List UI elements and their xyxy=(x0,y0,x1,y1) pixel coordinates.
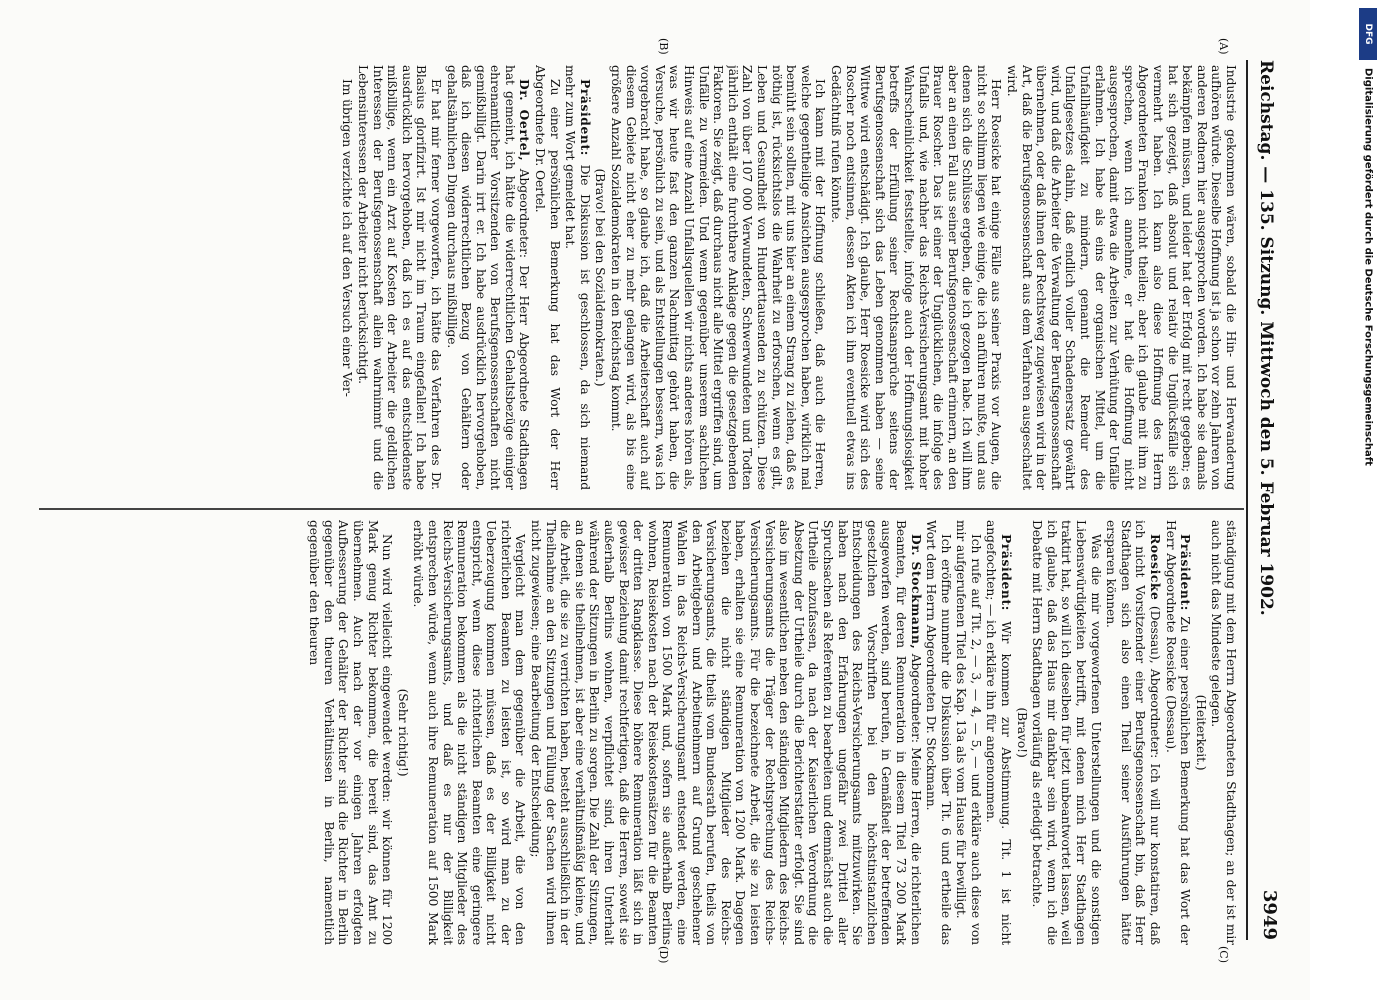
paragraph: Ich rufe auf Tit. 2, — 3, — 4, — 5, — und erkläre auch diese von mir aufgerufenen Titel des Kap. 13a als vom Hause für bewilligt. xyxy=(954,520,983,945)
dfg-logo-text: DFG xyxy=(1363,23,1373,45)
header-rule xyxy=(1246,60,1248,940)
paragraph: Industrie gekommen wären, sobald die Hin- und Herwanderung aufhören würde. Dieselbe Hoffnung ist ja schon vor zehn Jahren von anderen Rednern hier ausgesprochen worden. Ich habe sie damals bekämpfen müssen, und leider hat der Erfolg mit recht gegeben; es hat sich gezeigt, daß absolut und relativ die Unglücksfälle sich vermehrt haben. Ich kann also diese Hoffnung des Herrn Abgeordneten Franken nicht theilen; aber ich glaube mit ihm zu sprechen, wenn ich annehme, er hat die Hoffnung nicht ausgesprochen, damit etwa die Arbeiten zur Verhütung der Unfälle erlahmen. Ich habe als eins der organischen Mittel, um die Unfallhäufigkeit zu mindern, genannt die Remedur des Unfallgesetzes dahin, daß endlich voller Schadenersatz gewährt wird, und daß die Arbeiter die Verwaltung der Berufsgenossenschaft übernehmen, oder daß ihnen der Rechtsweg zugewiesen wird in der Art, daß die Berufsgenossenschaft aus dem Verfahren ausgeschaltet wird. xyxy=(1005,65,1238,490)
paragraph: Nun wird vielleicht eingewendet werden: wir können für 1200 Mark genug Richter bekommen, die bereit sind, das Amt zu übernehmen. Auch nach der vor einigen Jahren erfolgten Aufbesserung der Gehälter der Richter sind die Richter in Berlin gegenüber den theuren Verhältnissen in Berlin, namentlich gegenüber den theuren xyxy=(307,520,395,945)
speaker-name: Roesicke xyxy=(1148,534,1164,601)
dfg-sidebar xyxy=(1359,8,1377,998)
paragraph: Er hat mir ferner vorgeworfen, ich hätte das Verfahren des Dr. Blasius glorifizirt. Ist mir nicht im Traum eingefallen! Ich habe ausdrücklich hervorgehoben, daß ich es auf das entschiedenste mißbillige, wenn ein Arzt auf Kosten der Arbeiter die geldlichen Interessen der Berufsgenossenschaft allein wahrnimmt und die Lebensinteressen der Arbeiter nicht berücksichtigt. xyxy=(355,65,443,490)
left-text-column xyxy=(38,65,1238,490)
speaker-name: Dr. Oertel, xyxy=(517,79,533,162)
paragraph: Was die mir vorgeworfenen Unterstellungen und die sonstigen Liebenswürdigkeiten betrifft, mit denen mich Herr Stadthagen traktirt hat, so will ich dieselben für jetzt unbeantwortet lassen, weil ich glaube, daß das Haus mir dankbar sein wird, wenn ich die Debatte mit Herrn Stadthagen vorläufig als erledigt betrachte. xyxy=(1030,520,1103,945)
paragraph: (Bravo!) xyxy=(1014,707,1029,758)
margin-marker-c: (C) xyxy=(1217,946,1230,963)
paragraph: Roesicke (Dessau), Abgeordneter: Ich will nur konstatiren, daß ich nicht Vorsitzender einer Berufsgenossenschaft bin, daß Herr Stadthagen sich also einen Theil seiner Ausführungen hätte ersparen können. xyxy=(1104,520,1164,945)
paragraph: Zu einer persönlichen Bemerkung hat das Wort der Herr Abgeordnete Dr. Oertel. xyxy=(533,65,562,490)
running-head: Reichstag. — 135. Sitzung. Mittwoch den 5. Februar 1902. xyxy=(1256,60,1276,616)
paragraph: Ich kann mit der Hoffnung schließen, daß auch die Herren, welche gegentheilige Ansichten ausgesprochen haben, wirklich mal bemüht sein sollten, mit uns hier an einem Strang zu ziehen, daß es nöthig ist, rücksichtslos die Wahrheit zu erforschen, wenn es gilt, Leben und Gesundheit von Hunderttausenden zu schützen. Diese Zahl von über 107 000 Verwundeten, Schwerwundeten und Todten jährlich enthält eine furchtbare Anklage gegen die gesetzgebenden Faktoren. Sie zeigt, daß durchaus nicht alle Mittel ergriffen sind, um Unfälle zu vermeiden. Und wenn gegenüber unserem sachlichen Hinweis auf eine Anzahl Unfallsquellen wir nichts anderes hören als, was wir heute fast den ganzen Nachmittag gehört haben, die Versuche, persönlich zu sein, und als Entstellungen bessern, was ich vorgebracht habe, so glaube ich, daß die Arbeiterschaft auch auf diesem Gebiete nicht eher zu mehr gelangen wird, als bis eine größere Anzahl Sozialdemokraten in den Reichstag kommt. xyxy=(609,65,828,490)
speaker-name: Präsident: xyxy=(999,534,1015,611)
margin-marker-b: (B) xyxy=(657,38,670,55)
right-text-column xyxy=(38,520,1238,945)
margin-marker-a: (A) xyxy=(1217,38,1230,55)
paragraph: Herr Roesicke hat einige Fälle aus seiner Praxis vor Augen, die nicht so schlimm liegen wie einige, die ich anführen mußte, und aus denen sich die Schlüsse ergeben, die ich gezogen habe. Ich will ihm aber an einen Fall aus seiner Berufsgenossenschaft erinnern, an den Brauer Roscher. Das ist einer der Unglücklichen, die infolge des Unfalls und, wie nachher das Reichs-Versicherungsamt mit hoher Wahrscheinlichkeit feststellte, infolge auch der Hoffnungslosigkeit betreffs der Erfüllung seiner Rechtsansprüche seitens der Berufsgenossenschaft sich das Leben genommen haben — seine Wittwe wird entschädigt. Ich glaube, Herr Roesicke wird sich des Roscher noch entsinnen, dessen Akten ich ihm eventuell etwas ins Gedächtniß rufen könnte. xyxy=(828,65,1004,490)
paragraph: Dr. Stockmann, Abgeordneter: Meine Herren, die richterlichen Beamten, für deren Remuneration in diesem Titel 73 200 Mark ausgeworfen werden, sind berufen, in Gemäßheit der betreffenden gesetzlichen Vorschriften bei den höchstinstanzlichen Entscheidungen des Reichs-Versicherungsamts mitzuwirken. Sie haben nach den Erfahrungen ungefähr zwei Drittel aller Spruchsachen als Referenten zu bearbeiten und demnächst auch die Urtheile abzufassen, da nach der Kaiserlichen Verordnung die Absetzung der Urtheile durch die Berichterstatter erfolgt. Sie sind also im wesentlichen neben den ständigen Mitgliedern des Reichs-Versicherungsamts die Träger der Rechtsprechung des Reichs-Versicherungsamts. Für die bezeichnete Arbeit, die sie zu leisten haben, erhalten sie eine Remuneration von 1200 Mark. Dagegen beziehen die nicht ständigen Mitglieder des Reichs-Versicherungsamts, die theils vom Bundesrath berufen, theils von den Arbeitgebern und Arbeitnehmern auf Grund geschehener Wahlen in das Reichs-Versicherungsamt entsendet werden, eine Remuneration von 1500 Mark und, sofern sie außerhalb Berlins wohnen, Reisekosten nach der Reisekostensätzen für die Beamten der dritten Rangklasse. Diese höhere Remuneration läßt sich in gewisser Beziehung damit rechtfertigen, daß die Herren, soweit sie außerhalb Berlins wohnen, verpflichtet sind, ihren Unterhalt während der Sitzungen in Berlin zu sorgen. Die Zahl der Sitzungen, an denen sie theilnehmen, ist aber eine verhältnißmäßig kleine, und die Arbeit, die sie zu verrichten haben, besteht ausschließlich in der Theilnahme an den Sitzungen und Füllung der Sachen wird ihnen nicht zugewiesen; eine Bearbeitung der Entscheidung; xyxy=(529,520,924,945)
paragraph: ständigung mit dem Herrn Abgeordneten Stadthagen; an der ist mir auch nicht das Mindeste gelegen. xyxy=(1209,520,1238,945)
speaker-name: Dr. Stockmann, xyxy=(908,534,924,650)
dfg-credit-text: Digitalisierung gefördert durch die Deutsche Forschungsgemeinschaft xyxy=(1362,68,1374,466)
margin-marker-d: (D) xyxy=(657,946,670,964)
paragraph: Dr. Oertel, Abgeordneter: Der Herr Abgeordnete Stadthagen hat gemeint, ich hätte die widerrechtlichen Gehaltsbezüge einiger ehrenamtlicher Vorsitzenden von Berufsgenossenschaften nicht gemißbilligt. Darin irrt er. Ich habe ausdrücklich hervorgehoben, daß ich diesen widerrechtlichen Bezug von Gehältern oder gehaltsähnlichen Dingen durchaus mißbillige. xyxy=(444,65,533,490)
paragraph: Ich eröffne nunmehr die Diskussion über Tit. 6 und ertheile das Wort dem Herrn Abgeordneten Dr. Stockmann. xyxy=(924,520,953,945)
page-header xyxy=(1252,60,1280,940)
column-divider xyxy=(39,508,1244,510)
paragraph: Präsident: Die Diskussion ist geschlossen, da sich niemand mehr zum Wort gemeldet hat. xyxy=(563,65,593,490)
paragraph: Präsident: Zu einer persönlichen Bemerkung hat das Wort der Herr Abgeordnete Roesicke (Dessau). xyxy=(1163,520,1194,945)
paragraph: Im übrigen verzichte ich auf den Versuch einer Ver- xyxy=(340,79,355,397)
dfg-logo xyxy=(1359,8,1377,60)
page-number: 3949 xyxy=(1259,889,1280,940)
paragraph: (Bravo! bei den Sozialdemokraten.) xyxy=(593,168,608,387)
paragraph: (Heiterkeit.) xyxy=(1193,694,1208,771)
paragraph: (Sehr richtig!) xyxy=(395,688,410,777)
speaker-name: Präsident: xyxy=(1178,534,1194,611)
dfg-credit xyxy=(1359,68,1377,788)
speaker-name: Präsident: xyxy=(577,79,593,156)
paragraph: Vergleicht man dem gegenüber die Arbeit, die von den richterlichen Beamten zu leisten ist, so wird man zu der Ueberzeugung kommen müssen, daß es der Billigkeit nicht entspricht, wenn diese richterlichen Beamten eine geringere Remuneration bekommen als die nicht ständigen Mitglieder des Reichs-Versicherungsamts, und daß es nur der Billigkeit entsprechen würde, wenn auch ihre Remuneration auf 1500 Mark erhöht würde. xyxy=(411,520,528,945)
paragraph: Präsident: Wir kommen zur Abstimmung. Tit. 1 ist nicht angefochten; — ich erkläre ihn für angenommen. xyxy=(984,520,1015,945)
